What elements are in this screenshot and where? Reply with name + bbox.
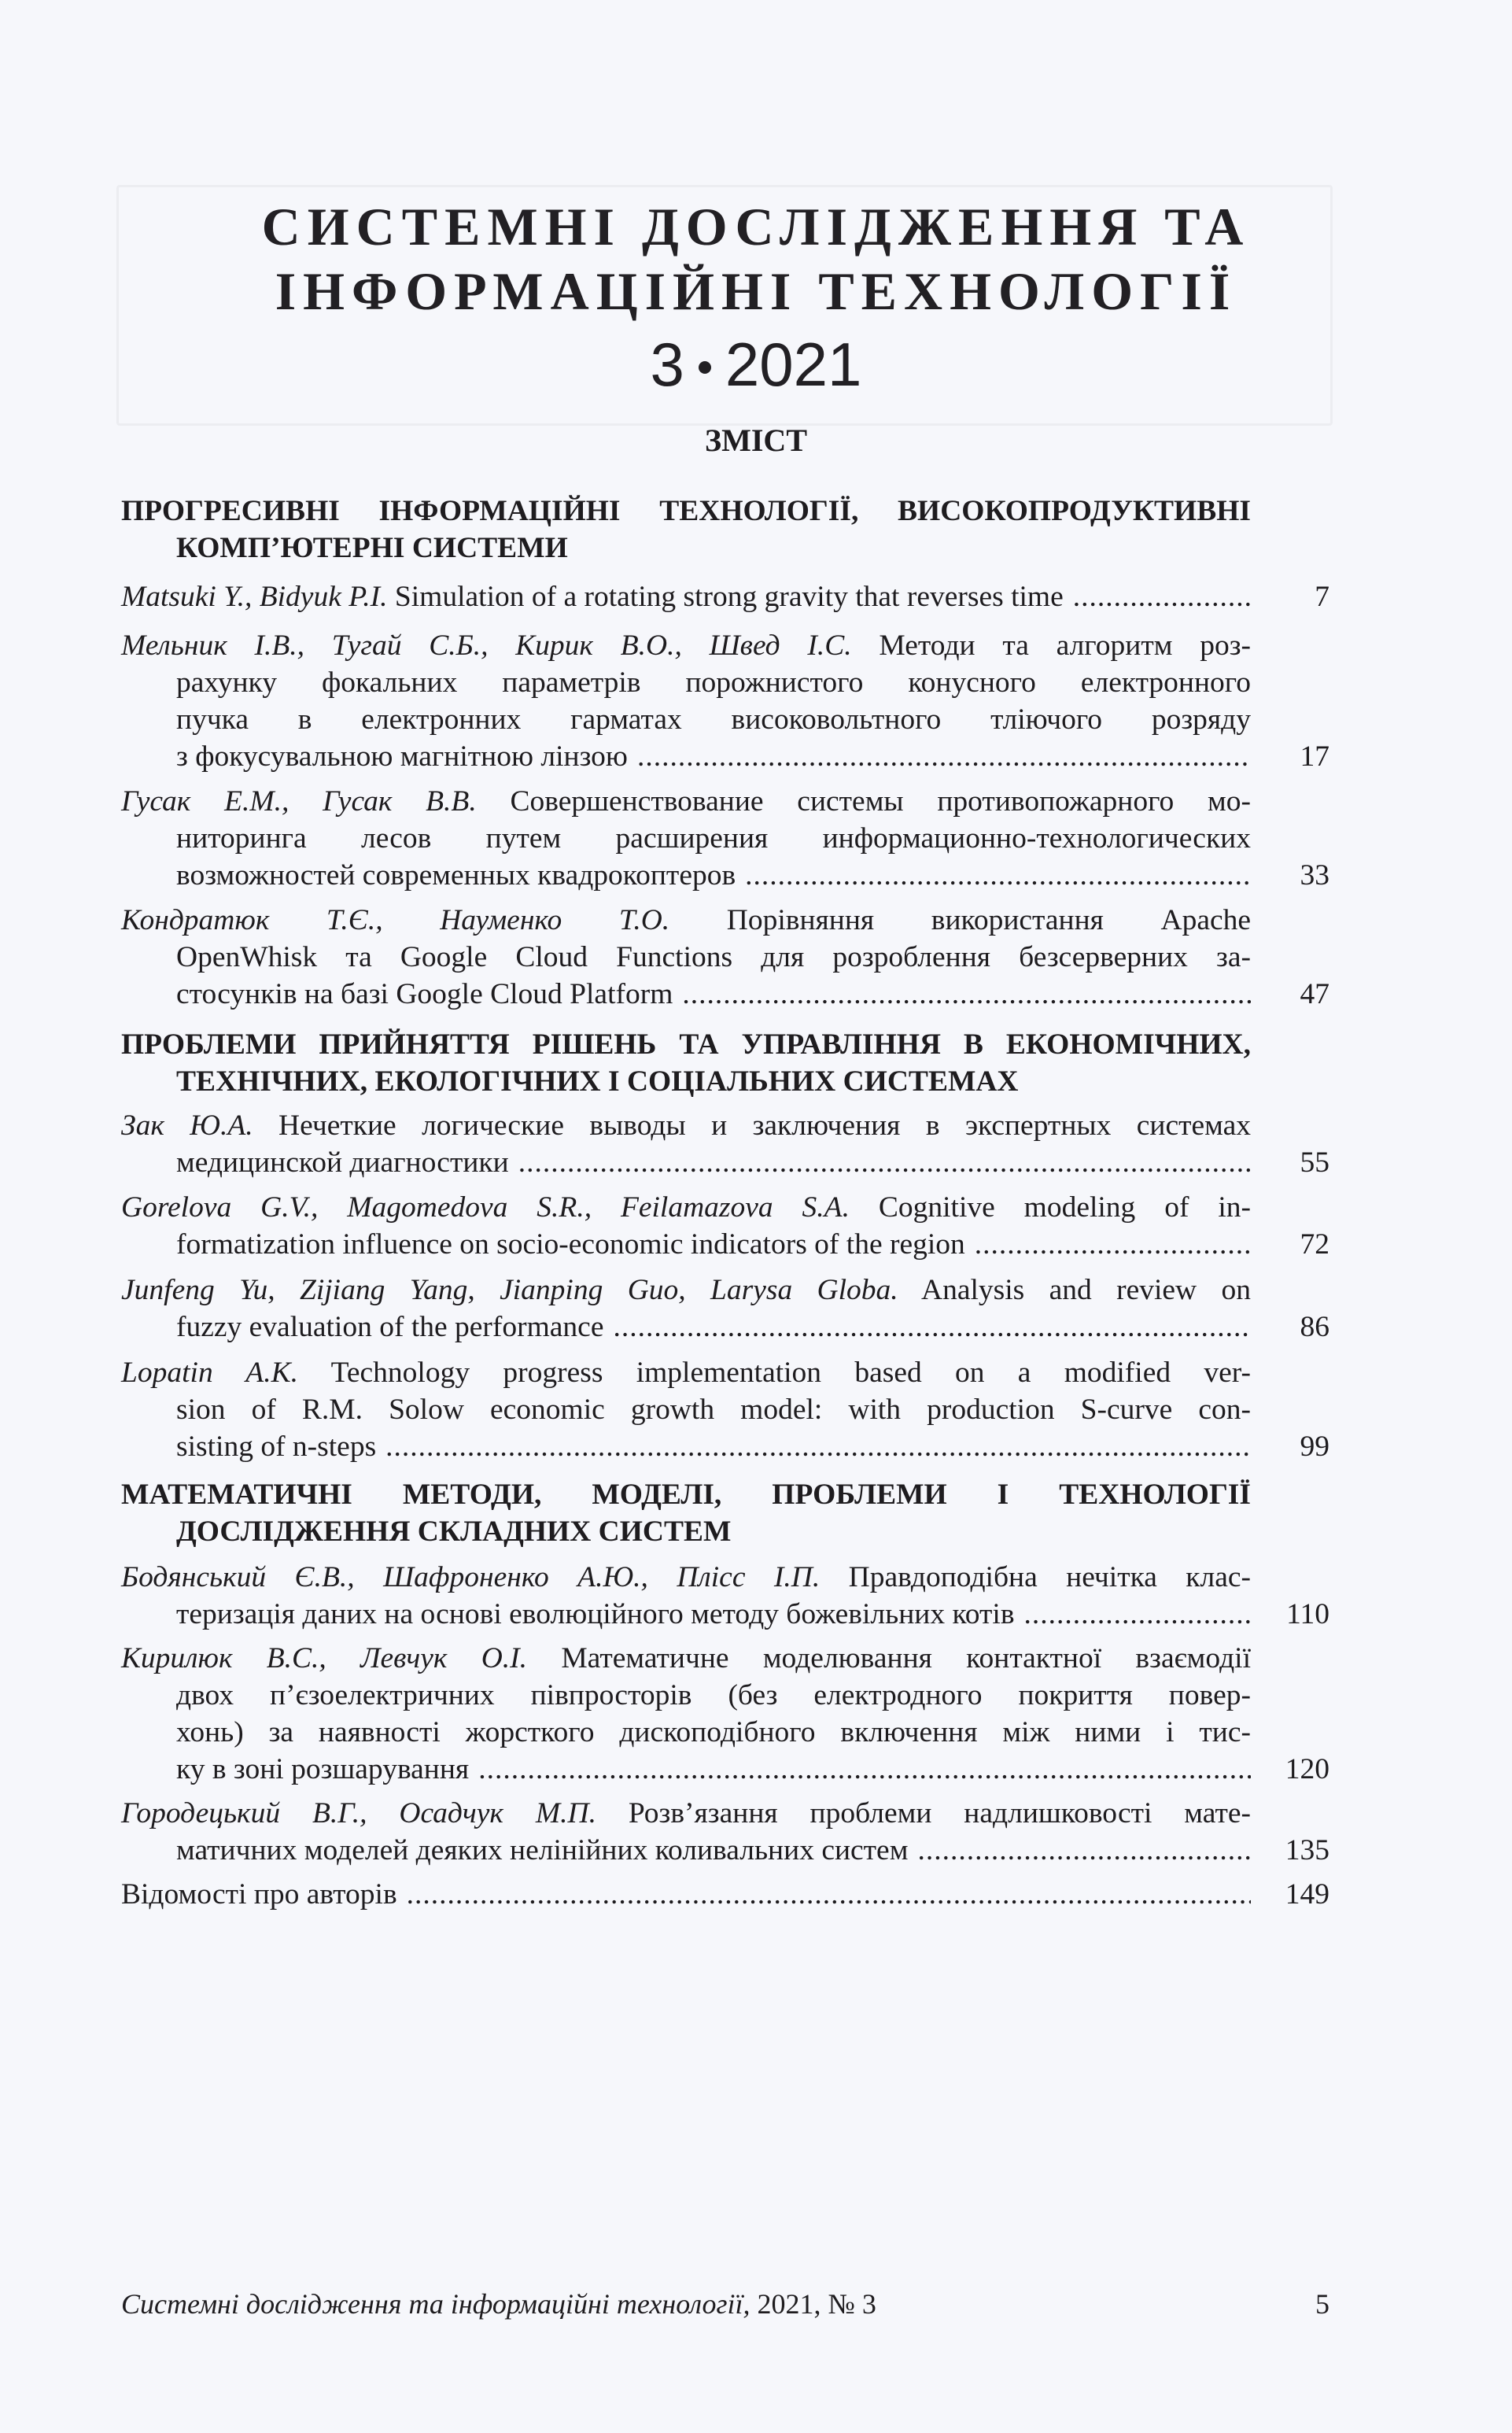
journal-title-line1: СИСТЕМНІ ДОСЛІДЖЕННЯ ТА <box>261 197 1251 257</box>
leader-dots <box>975 1226 1251 1263</box>
entry-page[interactable]: 149 <box>1285 1878 1329 1911</box>
entry-authors: Городецький В.Г., Осадчук М.П. <box>121 1797 596 1829</box>
entry-title-last <box>176 1596 1251 1633</box>
leader-dots <box>637 738 1251 775</box>
entry-title: Нечеткие логические выводы и заключения в экспертных системах <box>278 1109 1251 1142</box>
section-heading-cont: ДОСЛІДЖЕННЯ СКЛАДНИХ СИСТЕМ <box>176 1516 732 1548</box>
entry-title-cont: хонь) за наявності жорсткого дископодібного включення між ними і тис- <box>176 1716 1251 1748</box>
toc-entry[interactable] <box>121 578 1251 615</box>
toc-entry[interactable] <box>121 1107 1251 1144</box>
entry-page[interactable]: 55 <box>1300 1146 1329 1179</box>
entry-title-last <box>176 857 1251 894</box>
toc-entry[interactable] <box>121 1189 1251 1226</box>
entry-authors: Бодянський Є.В., Шафроненко А.Ю., Плісс І.П. <box>121 1561 821 1593</box>
entry-page[interactable]: 86 <box>1300 1311 1329 1343</box>
issue-number: 3 <box>650 330 684 399</box>
entry-title: sisting of n-steps <box>176 1431 377 1463</box>
journal-title-line2: ІНФОРМАЦІЙНІ ТЕХНОЛОГІЇ <box>275 261 1237 321</box>
toc-entry[interactable] <box>121 1354 1251 1391</box>
toc-entry[interactable] <box>121 1559 1251 1596</box>
entry-authors: Гусак Е.М., Гусак В.В. <box>121 785 477 818</box>
issue-label <box>0 329 1512 400</box>
contents-heading: ЗМІСТ <box>705 423 807 458</box>
entry-title: formatization influence on socio-economic indicators of the region <box>176 1228 965 1261</box>
entry-authors: Кирилюк В.С., Левчук О.І. <box>121 1642 528 1674</box>
entry-title: Technology progress implementation based on a modified ver- <box>330 1357 1251 1389</box>
page-number: 5 <box>1315 2288 1329 2320</box>
section-heading-cont: ТЕХНІЧНИХ, ЕКОЛОГІЧНИХ І СОЦІАЛЬНИХ СИСТЕМАХ <box>176 1065 1019 1098</box>
toc-entry[interactable] <box>121 1272 1251 1309</box>
entry-page[interactable]: 135 <box>1285 1834 1329 1866</box>
section-heading: МАТЕМАТИЧНІ МЕТОДИ, МОДЕЛІ, ПРОБЛЕМИ І ТЕХНОЛОГІЇ <box>121 1479 1251 1511</box>
authors-info-label: Відомості про авторів <box>121 1878 397 1911</box>
entry-title: Порівняння використання Apache <box>726 904 1252 936</box>
leader-dots <box>407 1876 1251 1913</box>
entry-title: теризація даних на основі еволюційного методу божевільних котів <box>176 1598 1015 1630</box>
entry-title: Правдоподібна нечітка клас- <box>848 1561 1252 1593</box>
entry-authors: Junfeng Yu, Zijiang Yang, Jianping Guo, Larysa Globa. <box>121 1274 898 1306</box>
leader-dots <box>478 1751 1251 1788</box>
leader-dots <box>745 857 1251 894</box>
bullet-icon <box>699 361 711 374</box>
toc-entry[interactable] <box>121 627 1251 664</box>
entry-title-last <box>176 1832 1251 1869</box>
section-heading: ПРОБЛЕМИ ПРИЙНЯТТЯ РІШЕНЬ ТА УПРАВЛІННЯ В ЕКОНОМІЧНИХ, <box>121 1028 1251 1061</box>
entry-title-last <box>176 1226 1251 1263</box>
leader-dots <box>518 1144 1251 1181</box>
entry-title: fuzzy evaluation of the performance <box>176 1311 604 1343</box>
entry-title: возможностей современных квадрокоптеров <box>176 859 736 892</box>
leader-dots <box>917 1832 1251 1869</box>
entry-authors: Lopatin A.K. <box>121 1357 298 1389</box>
entry-title: Математичне моделювання контактної взаємодії <box>561 1642 1252 1674</box>
entry-title: ку в зоні розшарування <box>176 1753 470 1785</box>
leader-dots <box>385 1428 1251 1465</box>
entry-title-cont: sion of R.M. Solow economic growth model: with production S-curve con- <box>176 1394 1251 1426</box>
section-heading-cont: КОМП’ЮТЕРНІ СИСТЕМИ <box>176 532 568 564</box>
leader-dots <box>682 976 1251 1013</box>
entry-title-cont: пучка в електронних гарматах високовольтного тліючого розряду <box>176 703 1251 736</box>
entry-page[interactable]: 120 <box>1285 1753 1329 1785</box>
entry-title: матичних моделей деяких нелінійних коливальних систем <box>176 1834 909 1866</box>
entry-page[interactable]: 110 <box>1286 1598 1329 1630</box>
entry-title-last <box>176 1751 1251 1788</box>
entry-authors: Кондратюк Т.Є., Науменко Т.О. <box>121 904 670 936</box>
entry-title-cont: двох п’єзоелектричних півпросторів (без електродного покриття повер- <box>176 1679 1251 1711</box>
entry-title: медицинской диагностики <box>176 1146 509 1179</box>
entry-title: Методи та алгоритм роз- <box>879 629 1252 662</box>
entry-page[interactable]: 17 <box>1300 740 1329 773</box>
entry-title: з фокусувальною магнітною лінзою <box>176 740 628 773</box>
entry-title: Розв’язання проблеми надлишковості мате- <box>628 1797 1251 1829</box>
entry-title-last <box>176 1144 1251 1181</box>
section-heading: ПРОГРЕСИВНІ ІНФОРМАЦІЙНІ ТЕХНОЛОГІЇ, ВИСОКОПРОДУКТИВНІ <box>121 495 1251 527</box>
toc-entry[interactable] <box>121 1640 1251 1677</box>
leader-dots <box>1024 1596 1251 1633</box>
entry-title-last <box>176 1309 1251 1346</box>
toc-entry[interactable] <box>121 783 1251 820</box>
toc-entry-authors-info[interactable] <box>121 1876 1251 1913</box>
entry-title-cont: OpenWhisk та Google Cloud Functions для розроблення безсерверних за- <box>176 941 1251 973</box>
entry-title: Analysis and review on <box>920 1274 1251 1306</box>
entry-title-cont: рахунку фокальних параметрів порожнистого конусного електронного <box>176 666 1251 699</box>
entry-authors: Зак Ю.А. <box>121 1109 253 1142</box>
entry-title: Совершенствование системы противопожарного мо- <box>510 785 1252 818</box>
footer-issue: 2021, № 3 <box>757 2288 876 2320</box>
entry-title: стосунків на базі Google Cloud Platform <box>176 978 673 1010</box>
entry-page[interactable]: 47 <box>1300 978 1329 1010</box>
entry-authors: Мельник І.В., Тугай С.Б., Кирик В.О., Швед І.С. <box>121 629 852 662</box>
toc-entry[interactable] <box>121 1795 1251 1832</box>
entry-title-last <box>176 1428 1251 1465</box>
leader-dots <box>1073 578 1251 615</box>
toc-entry[interactable] <box>121 902 1251 939</box>
entry-page[interactable]: 99 <box>1300 1431 1329 1463</box>
entry-title: Simulation of a rotating strong gravity that reverses time <box>394 581 1064 613</box>
entry-authors: Matsuki Y., Bidyuk P.I. <box>121 581 388 613</box>
entry-title-last <box>176 976 1251 1013</box>
entry-title-last <box>176 738 1251 775</box>
entry-page[interactable]: 7 <box>1315 581 1329 613</box>
footer-journal-name: Системні дослідження та інформаційні технології, <box>121 2288 750 2320</box>
entry-page[interactable]: 72 <box>1300 1228 1329 1261</box>
entry-title: Cognitive modeling of in- <box>878 1191 1251 1224</box>
issue-year: 2021 <box>725 330 862 399</box>
entry-title-cont: ниторинга лесов путем расширения информационно-технологических <box>176 822 1251 855</box>
entry-authors: Gorelova G.V., Magomedova S.R., Feilamazova S.A. <box>121 1191 850 1224</box>
leader-dots <box>613 1309 1251 1346</box>
running-footer <box>121 2286 876 2323</box>
entry-page[interactable]: 33 <box>1300 859 1329 892</box>
